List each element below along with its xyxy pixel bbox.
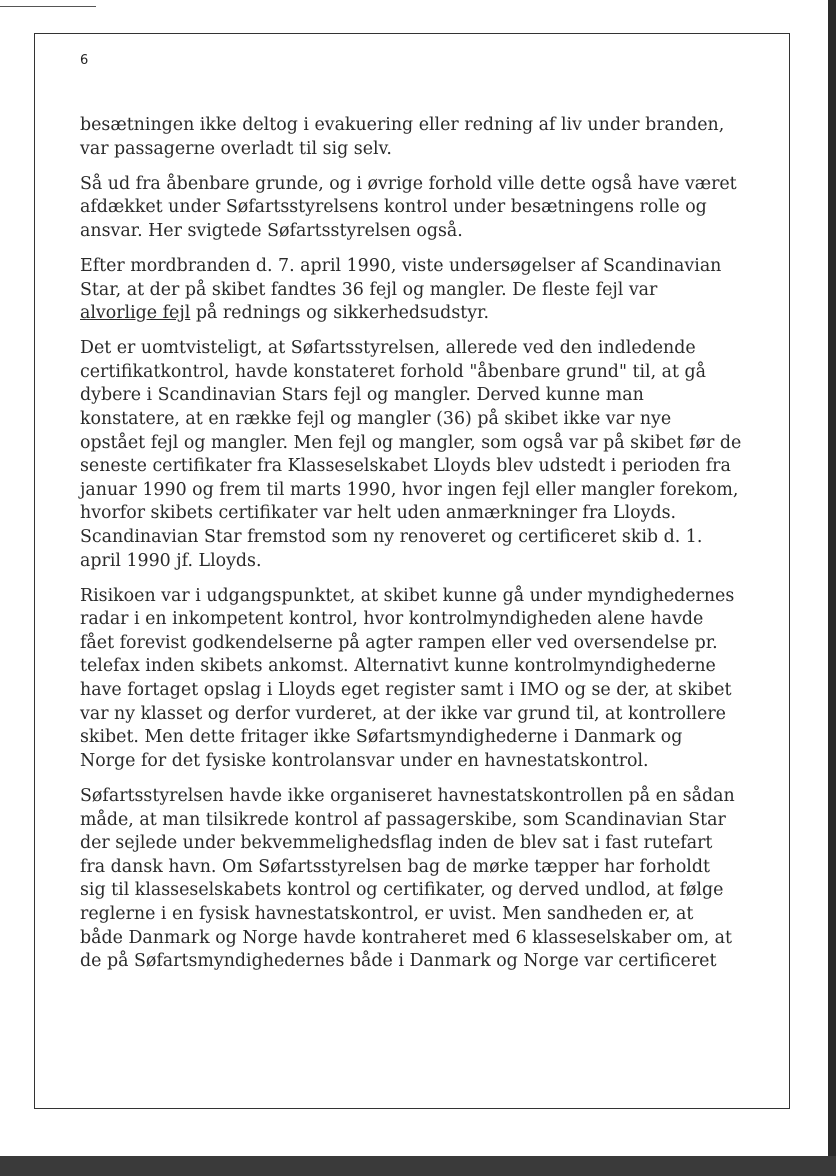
text-line: telefax inden skibets ankomst. Alternativt kunne kontrolmyndighederne (80, 656, 716, 677)
text-line: skibet. Men dette fritager ikke Søfartsmyndighederne i Danmark og (80, 727, 683, 748)
text-line: dybere i Scandinavian Stars fejl og mangler. Derved kunne man (80, 385, 644, 406)
text-line: de på Søfartsmyndighedernes både i Danmark og Norge var certificeret (80, 951, 717, 972)
page-number: 6 (80, 53, 89, 68)
text-line: Søfartsstyrelsen havde ikke organiseret havnestatskontrollen på en sådan (80, 785, 735, 806)
text-line: radar i en inkompetent kontrol, hvor kontrolmyndigheden alene havde (80, 609, 704, 630)
text-line: Scandinavian Star fremstod som ny renoveret og certificeret skib d. 1. (80, 527, 703, 547)
text-line: hvorfor skibets certifikater var helt uden anmærkninger fra Lloyds. (80, 503, 677, 524)
text-line: have fortaget opslag i Lloyds eget register samt i IMO og se der, at skibet (80, 680, 732, 701)
text-line: Risikoen var i udgangspunktet, at skibet kunne gå under myndighedernes (80, 585, 735, 606)
text-line: opstået fejl og mangler. Men fejl og mangler, som også var på skibet før de (80, 432, 742, 453)
document-body (80, 114, 770, 985)
text-line: fra dansk havn. Om Søfartsstyrelsen bag de mørke tæpper har forholdt (80, 856, 710, 877)
text-line: reglerne i en fysisk havnestatskontrol, er uvist. Men sandheden er, at (80, 903, 694, 924)
paragraph (80, 255, 770, 326)
text-line: Norge for det fysiske kontrolansvar under en havnestatskontrol. (80, 750, 649, 771)
text-line: Det er uomtvisteligt, at Søfartsstyrelsen, allerede ved den indledende (80, 338, 696, 359)
scan-edge-line (0, 6, 96, 7)
text-line: var passagerne overladt til sig selv. (80, 138, 392, 159)
text-line: Star, at der på skibet fandtes 36 fejl og mangler. De fleste fejl var (80, 279, 658, 300)
text-line: konstatere, at en række fejl og mangler (36) på skibet ikke var nye (80, 409, 672, 430)
paragraph (80, 337, 770, 573)
paragraph (80, 585, 770, 774)
text-line: Så ud fra åbenbare grunde, og i øvrige forhold ville dette også have været (80, 173, 737, 194)
text-line: januar 1990 og frem til marts 1990, hvor ingen fejl eller mangler forekom, (80, 479, 739, 500)
underlined-phrase: alvorlige fejl (80, 303, 191, 324)
paragraph (80, 785, 770, 974)
text-line: april 1990 jf. Lloyds. (80, 550, 262, 571)
text-line: afdækket under Søfartsstyrelsens kontrol under besætningens rolle og (80, 197, 707, 218)
text-line: seneste certifikater fra Klasseselskabet Lloyds blev udstedt i perioden fra (80, 456, 731, 477)
text-line: måde, at man tilsikrede kontrol af passagerskibe, som Scandinavian Star (80, 809, 726, 830)
page-frame (34, 33, 790, 1109)
text-line: både Danmark og Norge havde kontraheret med 6 klasseselskaber om, at (80, 927, 733, 948)
text-line: der sejlede under bekvemmelighedsflag inden de blev sat i fast rutefart (80, 833, 713, 854)
paragraph (80, 114, 770, 161)
text-line: ansvar. Her svigtede Søfartsstyrelsen også. (80, 220, 463, 241)
text-line: certifikatkontrol, havde konstateret forhold "åbenbare grund" til, at gå (80, 361, 707, 382)
scan-edge-right (828, 0, 836, 1176)
text-line: var ny klasset og derfor vurderet, at der ikke var grund til, at kontrollere (80, 703, 726, 724)
text-line: fået forevist godkendelserne på agter rampen eller ved oversendelse pr. (80, 632, 718, 653)
text-line: sig til klasseselskabets kontrol og certifikater, og derved undlod, at følge (80, 880, 724, 901)
text-line: på rednings og sikkerhedsudstyr. (190, 303, 489, 324)
scan-edge-bottom (0, 1156, 836, 1176)
text-line: besætningen ikke deltog i evakuering eller redning af liv under branden, (80, 115, 725, 135)
text-line: Efter mordbranden d. 7. april 1990, viste undersøgelser af Scandinavian (80, 255, 722, 276)
paragraph (80, 173, 770, 244)
